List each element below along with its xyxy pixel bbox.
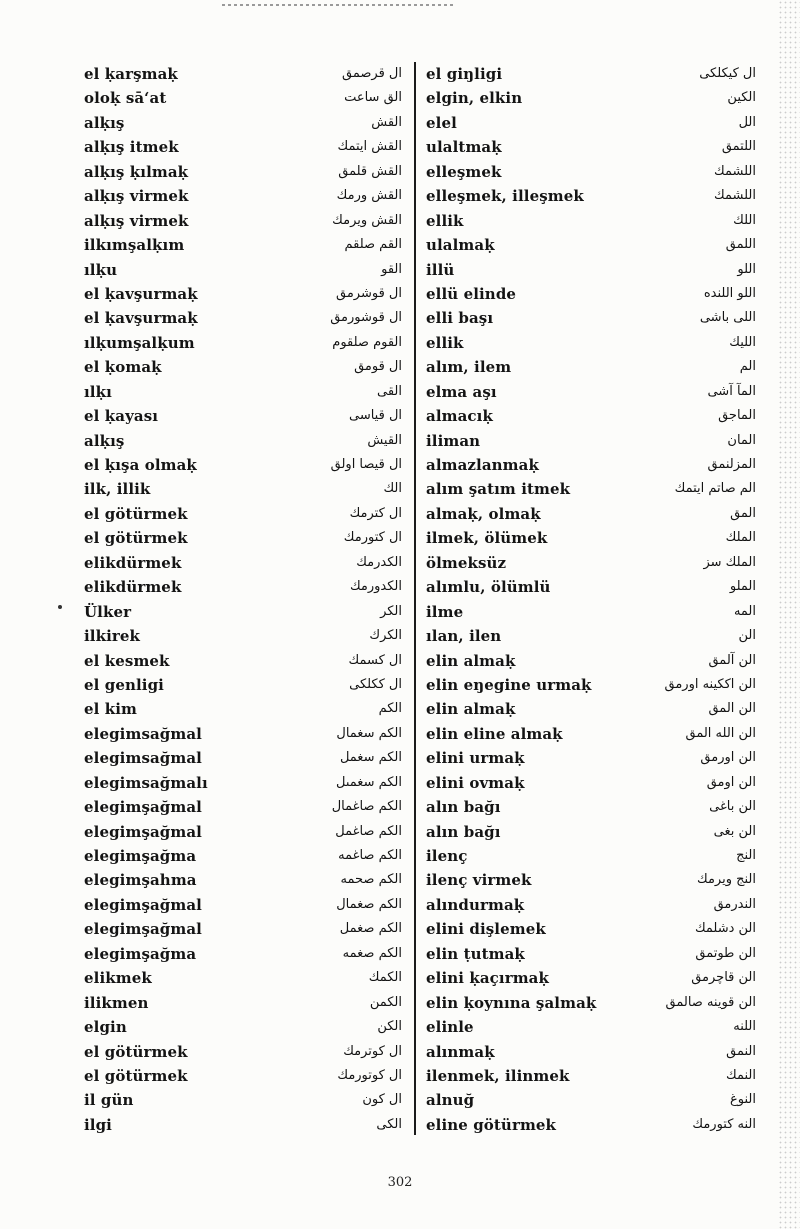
entry-ottoman-script: الن قوينه صالمق [665,994,756,1010]
entry-transliteration: elleşmek [426,162,502,181]
entry-ottoman-script: الن [738,628,756,644]
dictionary-entry [426,795,756,819]
entry-ottoman-script: الن دشلمك [694,921,756,937]
entry-transliteration: ilenç [426,847,468,865]
entry-ottoman-script: الكدورمك [349,579,402,595]
entry-ottoman-script: ال كتورمك [343,530,402,546]
entry-transliteration: elegimşağmal [84,920,202,939]
entry-ottoman-script: الكم صاغمل [335,823,402,839]
column-divider [414,62,416,1135]
entry-ottoman-script: ال ككلكى [349,676,402,692]
dictionary-entry [426,697,756,721]
dictionary-entry [84,453,402,477]
dictionary-entry [84,575,402,599]
entry-transliteration: alındurmaḳ [426,895,525,914]
dictionary-entry [84,966,402,990]
entry-transliteration: ilkirek [84,627,141,646]
entry-transliteration: el ḳavşurmaḳ [84,309,198,328]
dictionary-entry [426,306,756,330]
entry-transliteration: el giŋligi [426,65,503,83]
dictionary-entry [84,746,402,770]
dictionary-entry [84,135,402,159]
entry-ottoman-script: النمق [726,1043,756,1059]
entry-ottoman-script: الندرمق [713,896,756,912]
dictionary-entry [426,942,756,966]
entry-transliteration: elinle [426,1018,474,1037]
entry-ottoman-script: الكر [380,603,402,619]
dictionary-entry [426,600,756,624]
entry-transliteration: elegimşağmal [84,895,202,914]
dictionary-entry [84,893,402,917]
dictionary-entry [426,477,756,501]
top-rule [222,4,454,6]
dictionary-entry [426,184,756,208]
entry-ottoman-script: المان [727,432,756,448]
entry-transliteration: ilenmek, ilinmek [426,1066,570,1085]
page-number: 302 [387,1175,413,1190]
entry-transliteration: elini ovmaḳ [426,773,525,792]
entry-ottoman-script: القم صلقم [344,237,402,253]
entry-ottoman-script: القش ورمك [336,188,402,204]
dictionary-entry [426,380,756,404]
entry-transliteration: ilikmen [84,993,149,1012]
entry-transliteration: elin almaḳ [426,700,516,719]
entry-transliteration: ilkımşalḳım [84,236,185,255]
dictionary-entry [426,917,756,941]
entry-ottoman-script: ال قوشورمق [330,310,402,326]
dictionary-entry [426,526,756,550]
entry-ottoman-script: ال كيكلكى [699,66,756,81]
dictionary-entry [84,1040,402,1064]
entry-transliteration: ulaltmaḳ [426,138,502,157]
entry-transliteration: elegimşağmal [84,798,202,817]
dictionary-entry [84,649,402,673]
entry-transliteration: ilmek, ölümek [426,529,548,548]
entry-transliteration: el ḳayası [84,407,159,426]
entry-transliteration: almazlanmaḳ [426,456,539,474]
entry-ottoman-script: الكم [378,701,402,717]
dictionary-entry [426,844,756,868]
dictionary-entry [426,722,756,746]
entry-transliteration: ellik [426,333,464,352]
entry-ottoman-script: الن اورمق [700,750,756,766]
dictionary-entry [426,111,756,135]
entry-transliteration: ılḳu [84,260,118,279]
entry-ottoman-script: المزلنمق [707,457,756,472]
dictionary-entry [426,820,756,844]
dictionary-entry [426,1015,756,1039]
dictionary-entry [426,160,756,184]
dictionary-entry [84,258,402,282]
entry-transliteration: elel [426,113,457,132]
dictionary-entry [84,62,402,86]
dictionary-entry [84,917,402,941]
entry-transliteration: el götürmek [84,504,188,523]
entry-transliteration: ilenç virmek [426,871,532,890]
dictionary-entry [84,771,402,795]
dictionary-entry [84,502,402,526]
entry-ottoman-script: الن اومق [706,774,756,790]
dictionary-entry [84,233,402,257]
dictionary-entry [426,746,756,770]
dictionary-entry [84,306,402,330]
entry-transliteration: elikmek [84,969,152,988]
dictionary-entry [426,502,756,526]
entry-transliteration: elin eŋegine urmaḳ [426,675,592,694]
entry-ottoman-script: المه [733,603,756,619]
entry-transliteration: elgin, elkin [426,89,523,108]
entry-transliteration: elin almaḳ [426,651,516,670]
entry-ottoman-script: ال كون [362,1092,402,1108]
dictionary-entry [426,282,756,306]
entry-transliteration: elegimşağmal [84,822,202,841]
dictionary-entry [84,184,402,208]
entry-ottoman-script: الم [739,359,756,375]
entry-ottoman-script: الن طوتمق [695,945,756,961]
dictionary-entry [426,868,756,892]
entry-ottoman-script: الن آلمق [708,652,756,668]
dictionary-entry [426,86,756,110]
entry-transliteration: alın bağı [426,798,501,817]
entry-ottoman-script: اللى باشى [699,310,756,326]
dictionary-entry [84,697,402,721]
dictionary-entry [84,209,402,233]
dictionary-entry [426,673,756,697]
entry-transliteration: Ülker [84,602,132,621]
entry-ottoman-script: القش ويرمك [332,212,402,228]
dictionary-entry [84,942,402,966]
entry-transliteration: ellik [426,211,464,230]
entry-transliteration: elini urmaḳ [426,749,525,768]
entry-transliteration: elini dişlemek [426,920,546,939]
entry-ottoman-script: اللشمك [714,188,756,204]
entry-transliteration: alḳış [84,431,125,450]
entry-ottoman-script: الكم سغمال [336,725,402,741]
entry-transliteration: el götürmek [84,1042,188,1061]
entry-transliteration: alımlu, ölümlü [426,578,551,597]
entry-ottoman-script: الملك [725,530,756,546]
dictionary-entry [84,722,402,746]
dictionary-entry [84,551,402,575]
dictionary-entry [84,282,402,306]
dictionary-entry [426,966,756,990]
entry-ottoman-script: الكى [376,1116,402,1132]
entry-ottoman-script: القش [371,114,402,130]
entry-ottoman-script: الكم سغمل [339,750,402,766]
entry-transliteration: ilme [426,602,464,621]
entry-transliteration: ilgi [84,1115,112,1134]
entry-transliteration: alım şatım itmek [426,480,571,499]
dictionary-entry [426,62,756,86]
entry-transliteration: elegimsağmalı [84,773,208,792]
dictionary-entry [426,1040,756,1064]
entry-ottoman-script: القش قلمق [338,163,402,179]
entry-ottoman-script: الكن [377,1019,402,1035]
margin-mark [58,605,62,609]
dictionary-entry [84,600,402,624]
dictionary-entry [84,868,402,892]
entry-ottoman-script: القش ايتمك [337,139,402,155]
entry-transliteration: alḳış [84,113,125,132]
dictionary-entry [426,1064,756,1088]
entry-ottoman-script: الق ساعت [344,90,402,106]
entry-transliteration: ellü elinde [426,284,517,303]
dictionary-entry [84,991,402,1015]
entry-transliteration: elikdürmek [84,553,182,572]
entry-transliteration: ılan, ilen [426,627,502,646]
entry-transliteration: oloḳ sā‘at [84,89,167,108]
dictionary-entry [84,331,402,355]
dictionary-entry [84,844,402,868]
entry-ottoman-script: ال قيصا اولق [330,457,402,472]
entry-ottoman-script: الكمن [369,994,402,1010]
entry-transliteration: elin eline almaḳ [426,724,563,743]
entry-transliteration: almacıḳ [426,407,493,426]
entry-transliteration: elegimşağma [84,847,197,865]
entry-transliteration: el ḳarşmaḳ [84,65,178,83]
entry-ottoman-script: الن المق [708,701,756,717]
dictionary-entry [84,1113,402,1137]
entry-ottoman-script: الكم صغمل [339,921,402,937]
dictionary-entry [426,575,756,599]
entry-ottoman-script: الملو [729,579,756,595]
entry-transliteration: elegimşahma [84,871,197,890]
dictionary-entry [426,551,756,575]
entry-ottoman-script: القيش [367,432,402,448]
entry-transliteration: alnuğ [426,1091,475,1110]
entry-ottoman-script: الكدرمك [356,554,402,570]
entry-ottoman-script: اللشمك [714,163,756,179]
entry-ottoman-script: اللمق [725,237,756,253]
entry-ottoman-script: القو [381,261,402,277]
entry-ottoman-script: الكم صحمه [340,872,402,888]
dictionary-entry [84,795,402,819]
dictionary-entry [84,624,402,648]
entry-ottoman-script: الل [738,114,756,130]
dictionary-entry [426,135,756,159]
dictionary-entry [426,355,756,379]
entry-ottoman-script: الملك سز [703,554,756,570]
entry-ottoman-script: اللو [737,261,756,277]
entry-ottoman-script: القى [377,383,402,399]
dictionary-entry [426,1088,756,1112]
entry-transliteration: alḳış itmek [84,138,179,157]
entry-ottoman-script: الن قاچرمق [691,970,756,986]
dictionary-entry [84,355,402,379]
entry-ottoman-script: الن اككينه اورمق [664,676,756,692]
entry-ottoman-script: الكرك [369,628,402,644]
entry-transliteration: elegimsağmal [84,724,202,743]
entry-transliteration: alınmaḳ [426,1042,495,1061]
left-column [84,62,402,1137]
entry-transliteration: elegimşağma [84,944,197,963]
entry-ottoman-script: النوغ [730,1092,756,1108]
dictionary-entry [84,1064,402,1088]
entry-ottoman-script: الكم صغمه [342,945,402,961]
entry-transliteration: alḳış virmek [84,211,189,230]
entry-transliteration: ulalmaḳ [426,236,495,255]
entry-transliteration: almaḳ, olmaḳ [426,504,541,523]
entry-ottoman-script: ال قوشرمق [336,285,402,301]
entry-ottoman-script: اللو اللنده [703,285,756,301]
dictionary-entry [84,160,402,184]
entry-ottoman-script: الكم صغمال [336,896,402,912]
entry-ottoman-script: الن الله المق [685,725,756,741]
entry-transliteration: el kesmek [84,651,170,670]
dictionary-entry [426,233,756,257]
entry-ottoman-script: ال قياسى [348,408,402,424]
entry-ottoman-script: النج ويرمك [696,872,756,888]
entry-transliteration: alḳış ḳılmaḳ [84,162,189,181]
entry-ottoman-script: اللنه [733,1019,756,1035]
entry-transliteration: elma aşı [426,382,497,401]
entry-ottoman-script: ال قومق [354,359,402,375]
entry-transliteration: el ḳomaḳ [84,358,162,377]
dictionary-entry [426,771,756,795]
entry-ottoman-script: ال كترمك [349,505,402,521]
entry-transliteration: elini ḳaçırmaḳ [426,969,549,988]
entry-ottoman-script: النج [736,848,756,863]
entry-ottoman-script: النمك [726,1067,756,1083]
dictionary-entry [84,111,402,135]
dictionary-entry [426,429,756,453]
entry-ottoman-script: النه كتورمك [692,1116,756,1132]
entry-transliteration: il gün [84,1091,134,1110]
entry-transliteration: el götürmek [84,529,188,548]
entry-transliteration: elin ṭutmaḳ [426,944,525,963]
entry-transliteration: elleşmek, illeşmek [426,187,584,206]
entry-transliteration: eline götürmek [426,1115,557,1134]
page-edge-texture [778,0,800,1229]
dictionary-entry [84,477,402,501]
entry-ottoman-script: الكم صاغمال [331,799,402,815]
entry-ottoman-script: المآ آشى [707,383,756,399]
entry-ottoman-script: اللك [733,212,756,228]
entry-transliteration: el götürmek [84,1066,188,1085]
dictionary-entry [426,991,756,1015]
dictionary-entry [426,893,756,917]
dictionary-entry [426,209,756,233]
dictionary-entry [84,380,402,404]
entry-transliteration: elin ḳoynına şalmaḳ [426,993,597,1012]
dictionary-entry [84,429,402,453]
dictionary-entry [84,1088,402,1112]
entry-ottoman-script: الكمك [368,970,402,986]
right-column [426,62,756,1137]
entry-ottoman-script: اللتمق [721,139,756,155]
entry-ottoman-script: الم صاتم ايتمك [674,481,756,497]
entry-transliteration: ilk, illik [84,480,151,499]
dictionary-entry [426,624,756,648]
entry-ottoman-script: الن بغى [713,823,756,839]
entry-ottoman-script: الكين [727,90,756,106]
dictionary-entry [84,526,402,550]
entry-ottoman-script: ال كسمك [348,652,402,668]
entry-transliteration: alın bağı [426,822,501,841]
entry-ottoman-script: الك [383,481,402,497]
entry-transliteration: ılḳumşalḳum [84,333,195,352]
dictionary-entry [84,86,402,110]
entry-ottoman-script: الليك [729,334,756,350]
entry-ottoman-script: المق [730,505,756,521]
entry-transliteration: elegimsağmal [84,749,202,768]
entry-ottoman-script: الماجق [718,408,756,424]
dictionary-entry [84,820,402,844]
entry-transliteration: elgin [84,1018,127,1037]
entry-transliteration: alḳış virmek [84,187,189,206]
entry-ottoman-script: الكم سغمىل [336,774,402,790]
dictionary-entry [426,649,756,673]
entry-transliteration: ılḳı [84,382,112,401]
dictionary-entry [426,258,756,282]
dictionary-entry [84,404,402,428]
dictionary-entry [84,1015,402,1039]
entry-transliteration: iliman [426,431,481,450]
entry-ottoman-script: الكم صاغمه [338,848,402,863]
entry-transliteration: alım, ilem [426,358,512,377]
dictionary-entry [426,1113,756,1137]
entry-transliteration: el genligi [84,675,164,694]
entry-transliteration: el ḳışa olmaḳ [84,456,197,474]
entry-ottoman-script: ال كوترمك [343,1043,402,1059]
entry-ottoman-script: القوم صلقوم [332,334,402,350]
entry-transliteration: el ḳavşurmaḳ [84,284,198,303]
entry-ottoman-script: ال كوتورمك [337,1067,402,1083]
entry-ottoman-script: الن باغى [709,799,756,815]
entry-ottoman-script: ال قرصمق [342,66,402,81]
dictionary-entry [84,673,402,697]
entry-transliteration: ölmeksüz [426,553,507,572]
dictionary-entry [426,404,756,428]
entry-transliteration: illü [426,260,455,279]
dictionary-entry [426,331,756,355]
entry-transliteration: elli başı [426,309,494,328]
entry-transliteration: el kim [84,700,138,719]
entry-transliteration: elikdürmek [84,578,182,597]
dictionary-entry [426,453,756,477]
